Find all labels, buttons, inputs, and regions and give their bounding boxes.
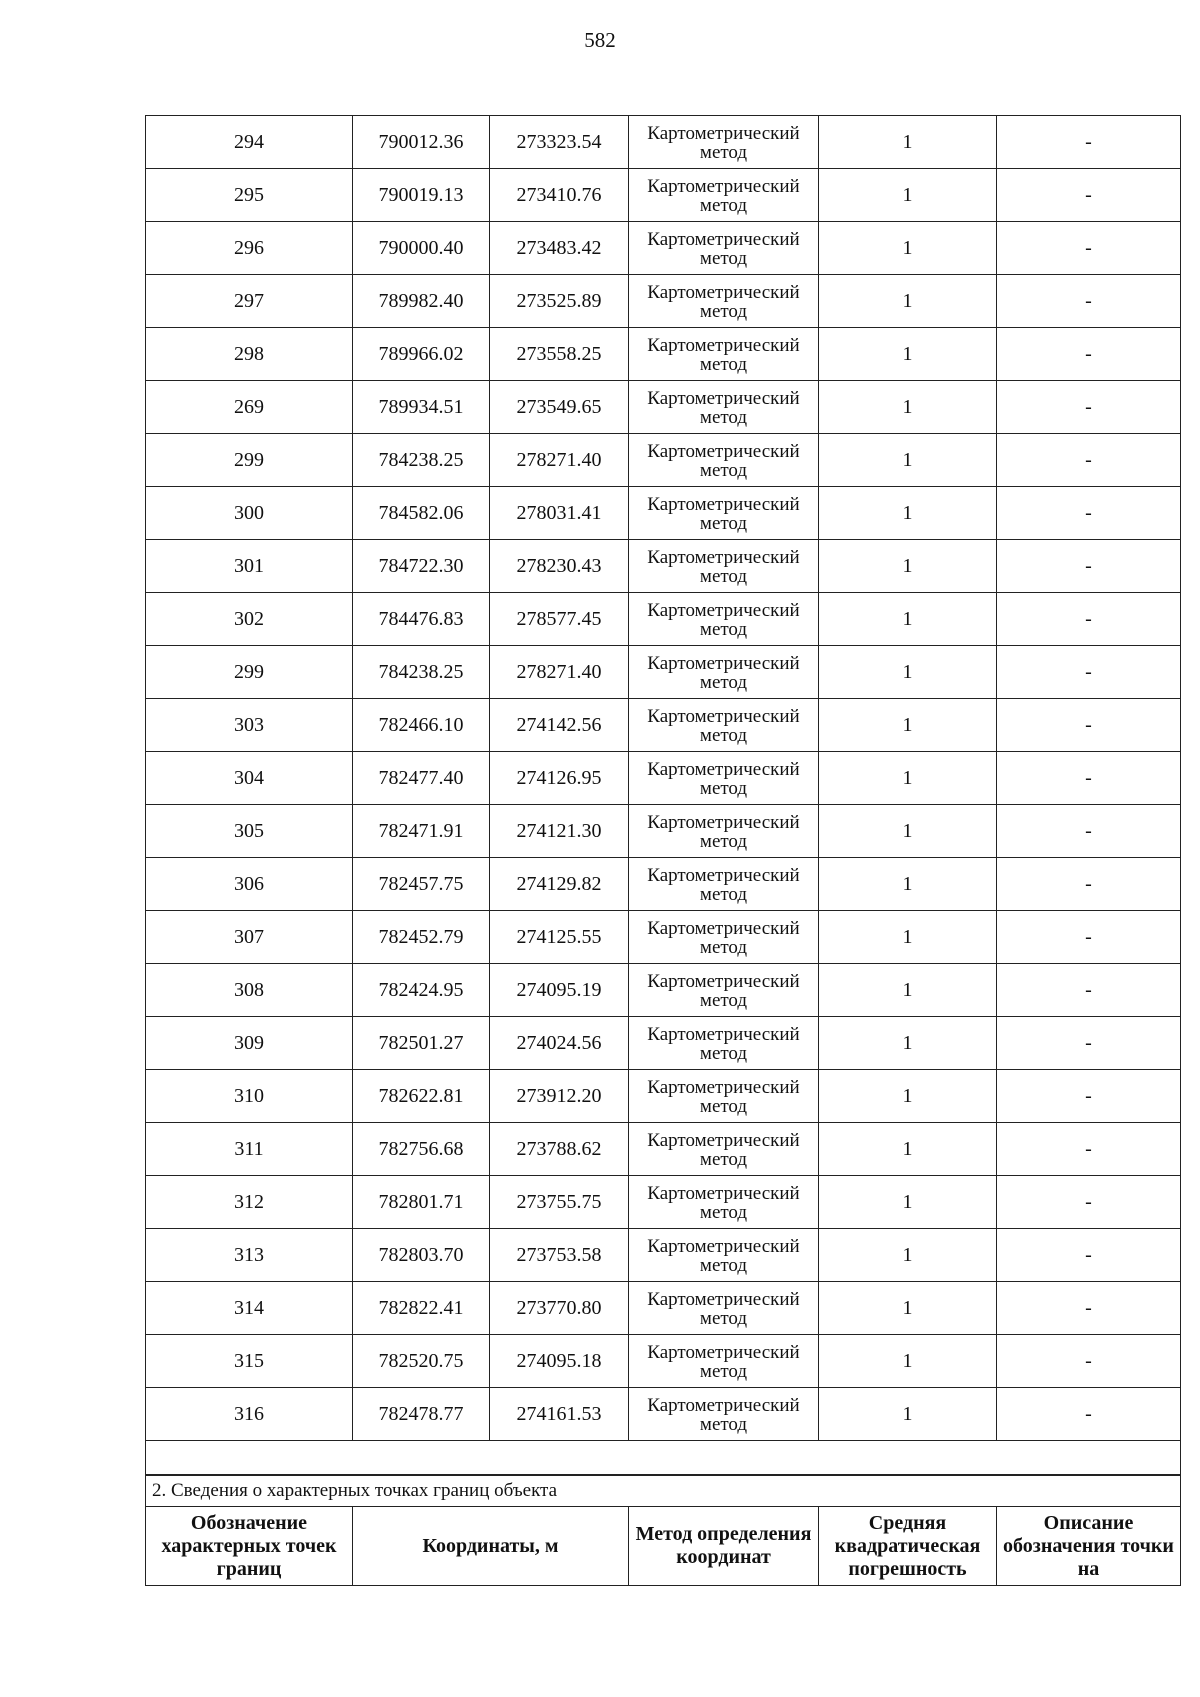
cell-description: - (997, 699, 1181, 752)
cell-method: Картометрический метод (629, 1176, 819, 1229)
cell-point: 302 (146, 593, 353, 646)
cell-description: - (997, 222, 1181, 275)
cell-description: - (997, 275, 1181, 328)
cell-y: 273558.25 (490, 328, 629, 381)
cell-point: 313 (146, 1229, 353, 1282)
cell-point: 301 (146, 540, 353, 593)
cell-point: 294 (146, 116, 353, 169)
cell-method: Картометрический метод (629, 646, 819, 699)
cell-x: 782457.75 (353, 858, 490, 911)
cell-y: 278230.43 (490, 540, 629, 593)
table-row (146, 540, 1181, 593)
empty-row (146, 1441, 1181, 1476)
cell-y: 274095.18 (490, 1335, 629, 1388)
section2-title: 2. Сведения о характерных точках границ объекта (146, 1475, 1181, 1507)
cell-description: - (997, 1282, 1181, 1335)
cell-error: 1 (819, 222, 997, 275)
cell-description: - (997, 381, 1181, 434)
cell-error: 1 (819, 1335, 997, 1388)
cell-y: 273753.58 (490, 1229, 629, 1282)
cell-error: 1 (819, 858, 997, 911)
cell-method: Картометрический метод (629, 1229, 819, 1282)
coordinates-table (145, 115, 1181, 1476)
cell-error: 1 (819, 169, 997, 222)
cell-x: 782452.79 (353, 911, 490, 964)
cell-error: 1 (819, 646, 997, 699)
cell-x: 782520.75 (353, 1335, 490, 1388)
cell-y: 274095.19 (490, 964, 629, 1017)
cell-point: 299 (146, 434, 353, 487)
table-row (146, 1017, 1181, 1070)
cell-y: 274121.30 (490, 805, 629, 858)
cell-method: Картометрический метод (629, 328, 819, 381)
cell-point: 309 (146, 1017, 353, 1070)
cell-point: 303 (146, 699, 353, 752)
cell-x: 784238.25 (353, 434, 490, 487)
cell-y: 273525.89 (490, 275, 629, 328)
cell-method: Картометрический метод (629, 593, 819, 646)
cell-description: - (997, 328, 1181, 381)
cell-method: Картометрический метод (629, 222, 819, 275)
table-row (146, 1388, 1181, 1441)
cell-x: 789934.51 (353, 381, 490, 434)
cell-method: Картометрический метод (629, 275, 819, 328)
cell-description: - (997, 593, 1181, 646)
cell-description: - (997, 1388, 1181, 1441)
table-row (146, 275, 1181, 328)
table-row (146, 328, 1181, 381)
table-row (146, 805, 1181, 858)
cell-x: 784238.25 (353, 646, 490, 699)
table-row (146, 1176, 1181, 1229)
cell-method: Картометрический метод (629, 1335, 819, 1388)
cell-error: 1 (819, 381, 997, 434)
cell-method: Картометрический метод (629, 858, 819, 911)
table-row (146, 381, 1181, 434)
cell-description: - (997, 487, 1181, 540)
header-point: Обозначение характерных точек границ (146, 1507, 353, 1586)
cell-method: Картометрический метод (629, 1070, 819, 1123)
cell-method: Картометрический метод (629, 911, 819, 964)
cell-method: Картометрический метод (629, 752, 819, 805)
cell-x: 784582.06 (353, 487, 490, 540)
table-row (146, 1070, 1181, 1123)
cell-description: - (997, 434, 1181, 487)
cell-description: - (997, 1070, 1181, 1123)
cell-method: Картометрический метод (629, 805, 819, 858)
cell-y: 274126.95 (490, 752, 629, 805)
cell-error: 1 (819, 540, 997, 593)
table-row (146, 858, 1181, 911)
cell-x: 782466.10 (353, 699, 490, 752)
header-coordinates: Координаты, м (353, 1507, 629, 1586)
cell-description: - (997, 805, 1181, 858)
cell-error: 1 (819, 487, 997, 540)
cell-y: 273410.76 (490, 169, 629, 222)
cell-description: - (997, 911, 1181, 964)
cell-error: 1 (819, 911, 997, 964)
cell-y: 273788.62 (490, 1123, 629, 1176)
header-method: Метод определения координат (629, 1507, 819, 1586)
coordinates-table-body (146, 116, 1181, 1476)
table-row (146, 222, 1181, 275)
cell-method: Картометрический метод (629, 1123, 819, 1176)
table-row (146, 434, 1181, 487)
cell-method: Картометрический метод (629, 699, 819, 752)
cell-y: 273755.75 (490, 1176, 629, 1229)
cell-description: - (997, 1123, 1181, 1176)
cell-error: 1 (819, 699, 997, 752)
cell-x: 782478.77 (353, 1388, 490, 1441)
cell-x: 782501.27 (353, 1017, 490, 1070)
cell-x: 782622.81 (353, 1070, 490, 1123)
cell-point: 312 (146, 1176, 353, 1229)
cell-point: 315 (146, 1335, 353, 1388)
cell-point: 299 (146, 646, 353, 699)
cell-x: 784476.83 (353, 593, 490, 646)
cell-error: 1 (819, 275, 997, 328)
cell-point: 308 (146, 964, 353, 1017)
cell-point: 298 (146, 328, 353, 381)
cell-description: - (997, 1229, 1181, 1282)
cell-error: 1 (819, 1282, 997, 1335)
table-row (146, 116, 1181, 169)
cell-point: 307 (146, 911, 353, 964)
cell-point: 295 (146, 169, 353, 222)
cell-x: 789966.02 (353, 328, 490, 381)
cell-y: 273323.54 (490, 116, 629, 169)
cell-x: 790019.13 (353, 169, 490, 222)
cell-error: 1 (819, 805, 997, 858)
cell-y: 278271.40 (490, 646, 629, 699)
cell-error: 1 (819, 1229, 997, 1282)
header-error: Средняя квадратическая погрешность (819, 1507, 997, 1586)
cell-method: Картометрический метод (629, 964, 819, 1017)
table-row (146, 487, 1181, 540)
cell-error: 1 (819, 752, 997, 805)
cell-description: - (997, 964, 1181, 1017)
cell-y: 273912.20 (490, 1070, 629, 1123)
page-number: 582 (584, 28, 616, 52)
cell-method: Картометрический метод (629, 169, 819, 222)
cell-x: 782424.95 (353, 964, 490, 1017)
cell-description: - (997, 1176, 1181, 1229)
table-row (146, 911, 1181, 964)
cell-method: Картометрический метод (629, 116, 819, 169)
cell-y: 274142.56 (490, 699, 629, 752)
table-row (146, 169, 1181, 222)
cell-x: 782477.40 (353, 752, 490, 805)
table-row (146, 593, 1181, 646)
cell-error: 1 (819, 1176, 997, 1229)
cell-point: 300 (146, 487, 353, 540)
cell-x: 782756.68 (353, 1123, 490, 1176)
cell-y: 274129.82 (490, 858, 629, 911)
cell-y: 273770.80 (490, 1282, 629, 1335)
cell-description: - (997, 540, 1181, 593)
cell-y: 273483.42 (490, 222, 629, 275)
cell-description: - (997, 116, 1181, 169)
cell-method: Картометрический метод (629, 1282, 819, 1335)
cell-x: 790000.40 (353, 222, 490, 275)
cell-description: - (997, 752, 1181, 805)
table-row (146, 1123, 1181, 1176)
cell-description: - (997, 1335, 1181, 1388)
cell-method: Картометрический метод (629, 540, 819, 593)
cell-x: 782471.91 (353, 805, 490, 858)
table-row (146, 646, 1181, 699)
cell-x: 789982.40 (353, 275, 490, 328)
cell-error: 1 (819, 328, 997, 381)
table-row (146, 1229, 1181, 1282)
cell-point: 304 (146, 752, 353, 805)
cell-point: 314 (146, 1282, 353, 1335)
table-row (146, 964, 1181, 1017)
cell-error: 1 (819, 116, 997, 169)
cell-y: 278271.40 (490, 434, 629, 487)
table-row (146, 1335, 1181, 1388)
cell-description: - (997, 169, 1181, 222)
table-row (146, 1282, 1181, 1335)
cell-x: 790012.36 (353, 116, 490, 169)
cell-point: 297 (146, 275, 353, 328)
cell-point: 305 (146, 805, 353, 858)
cell-error: 1 (819, 434, 997, 487)
cell-method: Картометрический метод (629, 381, 819, 434)
cell-error: 1 (819, 1017, 997, 1070)
cell-description: - (997, 1017, 1181, 1070)
section2-table (145, 1474, 1181, 1586)
cell-point: 311 (146, 1123, 353, 1176)
cell-error: 1 (819, 1123, 997, 1176)
cell-point: 269 (146, 381, 353, 434)
cell-y: 274024.56 (490, 1017, 629, 1070)
cell-error: 1 (819, 964, 997, 1017)
cell-point: 310 (146, 1070, 353, 1123)
cell-y: 273549.65 (490, 381, 629, 434)
cell-y: 278577.45 (490, 593, 629, 646)
cell-y: 274161.53 (490, 1388, 629, 1441)
cell-point: 296 (146, 222, 353, 275)
header-description: Описание обозначения точки на (997, 1507, 1181, 1586)
empty-cell (146, 1441, 1181, 1476)
cell-method: Картометрический метод (629, 1017, 819, 1070)
cell-error: 1 (819, 1388, 997, 1441)
table-row (146, 752, 1181, 805)
cell-y: 274125.55 (490, 911, 629, 964)
cell-y: 278031.41 (490, 487, 629, 540)
cell-x: 784722.30 (353, 540, 490, 593)
cell-error: 1 (819, 1070, 997, 1123)
cell-point: 316 (146, 1388, 353, 1441)
cell-description: - (997, 646, 1181, 699)
cell-x: 782803.70 (353, 1229, 490, 1282)
cell-method: Картометрический метод (629, 434, 819, 487)
cell-point: 306 (146, 858, 353, 911)
cell-x: 782822.41 (353, 1282, 490, 1335)
cell-description: - (997, 858, 1181, 911)
table-row (146, 699, 1181, 752)
cell-error: 1 (819, 593, 997, 646)
cell-method: Картометрический метод (629, 487, 819, 540)
cell-method: Картометрический метод (629, 1388, 819, 1441)
cell-x: 782801.71 (353, 1176, 490, 1229)
